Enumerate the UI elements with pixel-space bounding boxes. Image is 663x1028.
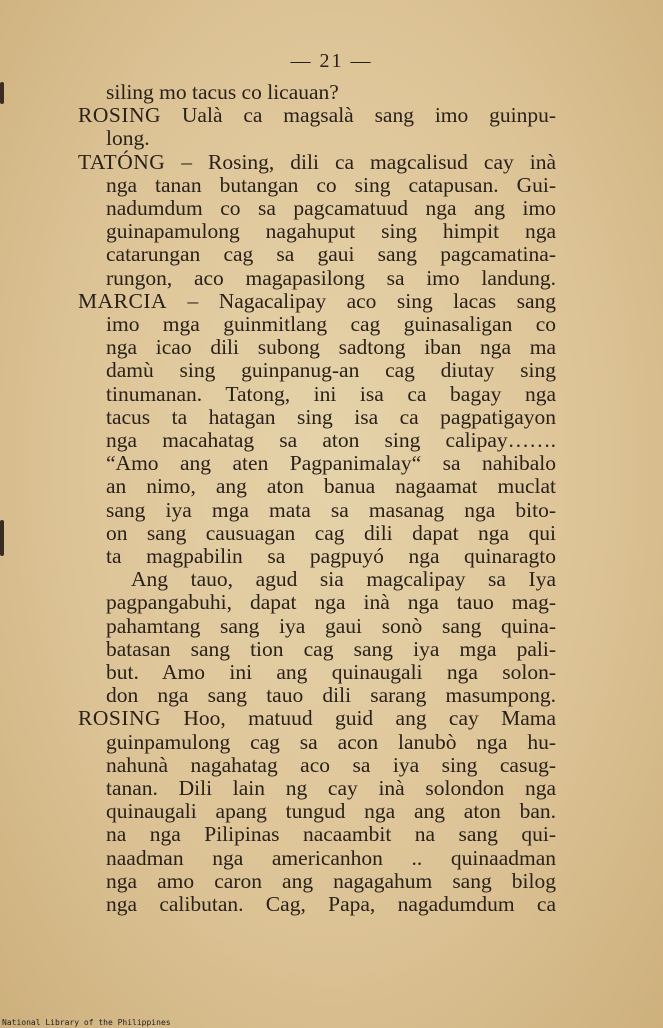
text-line [106, 128, 150, 150]
text-line [106, 662, 556, 684]
text-line [106, 636, 556, 661]
line-text: – Nagacalipay aco sing lacas sang [187, 288, 557, 313]
speaker-name: TATÓNG [78, 149, 166, 174]
text-line [78, 288, 557, 313]
text-line [106, 404, 556, 429]
line-text: siling mo tacus co licauan? [106, 80, 339, 104]
line-text: pahamtang sang iya gaui sonò sang quina- [106, 613, 556, 638]
text-line [78, 708, 556, 730]
line-text: imo mga guinmitlang cag guinasaligan co [106, 312, 556, 336]
text-line [106, 685, 556, 707]
text-line [106, 592, 556, 614]
line-text: guinpamulong cag sa acon lanubò nga hu- [106, 729, 556, 754]
speaker-name: ROSING [78, 103, 162, 128]
footer-credit: National Library of the Philippines [2, 1018, 171, 1027]
line-text: pagpangabuhi, dapat nga inà nga tauo mag- [106, 590, 556, 615]
line-text: nga amo caron ang nagagahum sang bilog [106, 868, 556, 893]
line-text: nga calibutan. Cag, Papa, nagadumdum ca [106, 892, 556, 916]
text-line [106, 845, 556, 870]
text-line [106, 265, 556, 290]
speaker-name: MARCIA [78, 288, 168, 313]
text-line [106, 221, 556, 243]
line-text: catarungan cag sa gaui sang pagcamatina- [106, 242, 556, 267]
line-text: – Rosing, dili ca magcalisud cay inà [181, 149, 556, 174]
line-text: don nga sang tauo dili sarang masumpong. [106, 683, 556, 708]
line-text: “Amo ang aten Pagpanimalay“ sa nahibalo [106, 451, 556, 476]
line-text: tacus ta hatagan sing isa ca pagpatigayon [106, 404, 556, 429]
text-line [106, 476, 556, 498]
text-line [106, 778, 556, 800]
text-line [106, 546, 556, 568]
text-line [106, 752, 556, 777]
line-text: naadman nga americanhon .. quinaadman [106, 845, 556, 870]
line-text: on sang causuagan cag dili dapat nga qui [106, 520, 556, 545]
line-text: but. Amo ini ang quinaugali nga solon- [106, 660, 556, 684]
line-text: quinaugali apang tungud nga ang aton ban. [106, 799, 556, 824]
line-text: long. [106, 126, 150, 151]
text-line [106, 520, 556, 545]
line-text: na nga Pilipinas nacaambit na sang qui- [106, 822, 556, 847]
text-line [106, 894, 556, 916]
line-text: nahunà nagahatag aco sa iya sing casug- [106, 752, 556, 777]
line-text: Ang tauo, agud sia magcalipay sa Iya [131, 567, 556, 592]
line-text: batasan sang tion cag sang iya mga pali- [106, 636, 556, 661]
line-text: sang iya mga mata sa masanag nga bito- [106, 497, 556, 522]
text-line [106, 82, 339, 104]
margin-ink-mark [0, 82, 4, 104]
text-line [78, 149, 556, 174]
line-text: tanan. Dili lain ng cay inà solondon nga [106, 776, 556, 800]
line-text: guinapamulong nagahuput sing himpit nga [106, 219, 556, 244]
text-line [131, 569, 556, 591]
text-line [106, 198, 556, 220]
text-line [106, 497, 556, 522]
text-line [106, 613, 556, 638]
text-line [106, 172, 556, 197]
text-line [106, 824, 556, 846]
line-text: nga tanan butangan co sing catapusan. Gui- [106, 172, 556, 197]
line-text: tinumanan. Tatong, ini isa ca bagay nga [106, 381, 556, 406]
line-text: nga icao dili subong sadtong iban nga ma [106, 335, 556, 360]
line-text: nga macahatag sa aton sing calipay……. [106, 428, 556, 452]
line-text: nadumdum co sa pagcamatuud nga ang imo [106, 196, 556, 220]
text-line [106, 244, 556, 266]
text-line [106, 381, 556, 406]
text-line [106, 729, 556, 754]
text-line [106, 430, 556, 452]
text-line [106, 314, 556, 336]
line-text: Ualà ca magsalà sang imo guinpu- [181, 103, 557, 128]
text-line [106, 453, 556, 475]
text-line [106, 360, 556, 382]
page-number: — 21 — [290, 50, 373, 72]
text-line [106, 801, 556, 823]
text-line [78, 105, 556, 127]
line-text: ta magpabilin sa pagpuyó nga quinaragto [106, 544, 556, 568]
speaker-name: ROSING [78, 706, 162, 731]
line-text: an nimo, ang aton banua nagaamat muclat [106, 474, 556, 499]
margin-ink-mark [0, 520, 4, 556]
text-line [106, 337, 556, 359]
line-text: rungon, aco magapasilong sa imo landung. [106, 265, 556, 290]
line-text: damù sing guinpanug-an cag diutay sing [106, 358, 556, 383]
text-line [106, 868, 556, 893]
line-text: Hoo, matuud guid ang cay Mama [183, 706, 557, 731]
